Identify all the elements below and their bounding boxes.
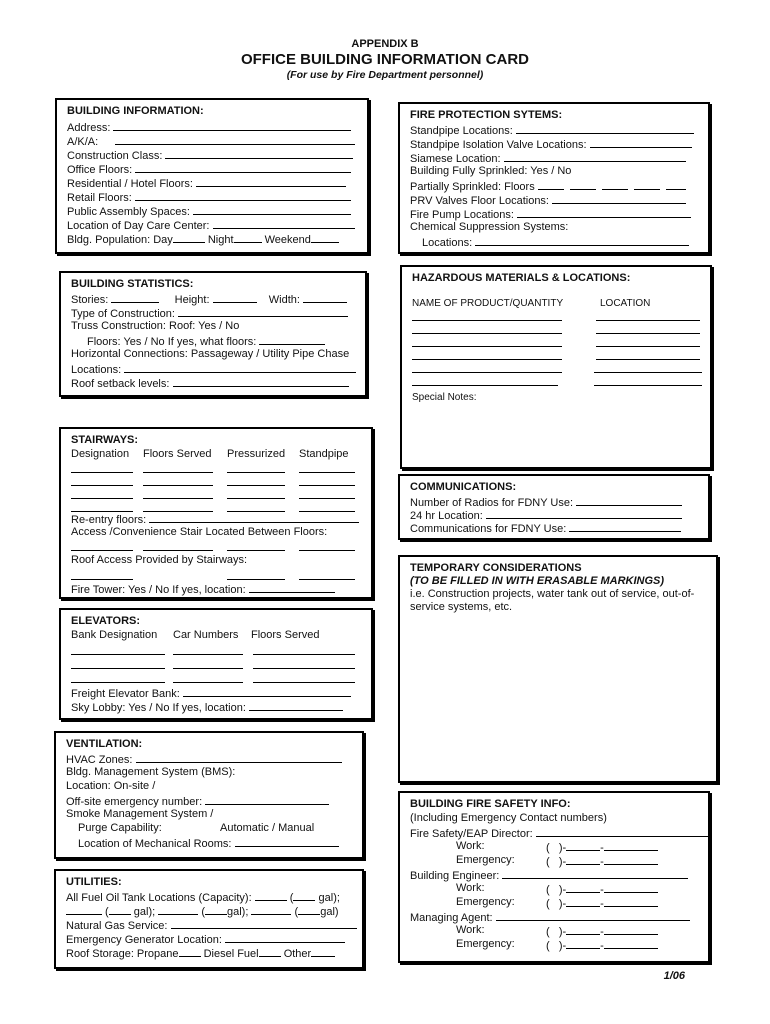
phone-dash: - xyxy=(600,842,604,854)
bms-location: Location: On-site / xyxy=(66,780,156,792)
fuel-field[interactable] xyxy=(158,904,198,915)
elevators-box xyxy=(59,608,373,720)
product-line[interactable] xyxy=(412,346,562,347)
fuel-field[interactable] xyxy=(66,904,102,915)
section-title: ELEVATORS: xyxy=(71,615,141,627)
other-field[interactable] xyxy=(311,946,335,957)
truss-floors-label: Floors: Yes / No If yes, what floors: xyxy=(87,336,257,348)
phone-paren: )- xyxy=(558,926,567,938)
fuel-gal-field[interactable] xyxy=(109,904,131,915)
isolation-label: Standpipe Isolation Valve Locations: xyxy=(410,139,587,151)
section-title: BUILDING FIRE SAFETY INFO: xyxy=(410,798,571,810)
chemical-label: Chemical Suppression Systems: xyxy=(410,221,569,233)
elevator-line[interactable] xyxy=(71,668,165,669)
fire-protection-box xyxy=(398,102,710,254)
stair-line[interactable] xyxy=(227,485,285,486)
bms-label: Bldg. Management System (BMS): xyxy=(66,766,236,778)
locations-field[interactable] xyxy=(124,362,356,373)
ventilation-box xyxy=(54,731,364,859)
work-phone-field[interactable] xyxy=(566,924,600,935)
retail-floors-field[interactable] xyxy=(135,190,351,201)
fuel-gal-field[interactable] xyxy=(293,890,315,901)
construction-class-label: Construction Class: xyxy=(67,150,163,162)
phone-paren: ( xyxy=(546,940,550,952)
offsite-label: Off-site emergency number: xyxy=(66,796,203,808)
work-label: Work: xyxy=(456,882,485,894)
truss-roof-row: Truss Construction: Roof: Yes / No xyxy=(71,320,240,332)
stair-line[interactable] xyxy=(143,511,213,512)
col-pressurized: Pressurized xyxy=(227,448,286,460)
agent-label: Managing Agent: xyxy=(410,912,493,924)
purge-options: Automatic / Manual xyxy=(220,822,315,834)
engineer-label: Building Engineer: xyxy=(410,870,500,882)
fire-safety-box xyxy=(398,791,710,963)
type-construction-label: Type of Construction: xyxy=(71,308,175,320)
emergency-phone-field[interactable] xyxy=(604,938,658,949)
natural-gas-field[interactable] xyxy=(171,918,357,929)
width-field[interactable] xyxy=(303,292,347,303)
siamese-label: Siamese Location: xyxy=(410,153,501,165)
other-label: Other xyxy=(283,948,312,960)
access-line[interactable] xyxy=(227,550,285,551)
section-title: UTILITIES: xyxy=(66,876,122,888)
hazmat-box xyxy=(400,265,712,469)
natural-gas-label: Natural Gas Service: xyxy=(66,920,168,932)
phone-paren: ( xyxy=(546,926,550,938)
location-line[interactable] xyxy=(596,359,700,360)
location-line[interactable] xyxy=(594,372,702,373)
work-phone-field[interactable] xyxy=(566,882,600,893)
hr24-field[interactable] xyxy=(486,508,682,519)
standpipe-field[interactable] xyxy=(516,123,694,134)
mech-rooms-field[interactable] xyxy=(235,836,339,847)
stair-line[interactable] xyxy=(143,485,213,486)
chem-locations-label: Locations: xyxy=(422,237,473,249)
stories-label: Stories: xyxy=(71,294,109,306)
sky-lobby-label: Sky Lobby: Yes / No If yes, location: xyxy=(71,702,246,714)
access-stair-label: Access /Convenience Stair Located Between Floors: xyxy=(71,526,328,538)
section-title: TEMPORARY CONSIDERATIONS xyxy=(410,562,582,574)
communications-box xyxy=(398,474,710,540)
elevator-line[interactable] xyxy=(173,668,243,669)
stair-line[interactable] xyxy=(71,472,133,473)
mech-rooms-label: Location of Mechanical Rooms: xyxy=(78,838,232,850)
population-weekend-field[interactable] xyxy=(311,232,339,243)
generator-field[interactable] xyxy=(225,932,345,943)
propane-field[interactable] xyxy=(179,946,201,957)
col-product: NAME OF PRODUCT/QUANTITY xyxy=(412,298,564,309)
product-line[interactable] xyxy=(412,333,562,334)
gal-unit: gal); xyxy=(133,906,156,918)
roof-access-line[interactable] xyxy=(227,579,285,580)
emergency-phone-field[interactable] xyxy=(566,938,600,949)
gal-unit: gal); xyxy=(227,906,249,918)
stair-line[interactable] xyxy=(143,472,213,473)
public-assembly-field[interactable] xyxy=(193,204,351,215)
comms-label: Communications for FDNY Use: xyxy=(410,523,567,535)
location-line[interactable] xyxy=(596,320,700,321)
population-day-field[interactable] xyxy=(173,232,205,243)
address-label: Address: xyxy=(67,122,111,134)
utilities-box: UTILITIES: All Fuel Oil Tank Locations (Capacity): ( gal); ( gal); ( gal); ( gal) Natural Gas Service: Emergency Generator Location: Roof Storage: Propane Diesel Fuel Other xyxy=(54,869,364,969)
height-label: Height: xyxy=(174,294,210,306)
work-label: Work: xyxy=(456,924,485,936)
product-line[interactable] xyxy=(412,359,562,360)
hr24-label: 24 hr Location: xyxy=(410,510,483,522)
diesel-label: Diesel Fuel xyxy=(203,948,259,960)
phone-paren: ( xyxy=(546,884,550,896)
population-day-label: Bldg. Population: Day xyxy=(67,234,173,246)
location-line[interactable] xyxy=(596,333,700,334)
horizontal-connections-row: Horizontal Connections: Passageway / Utility Pipe Chase xyxy=(71,348,350,360)
phone-dash: - xyxy=(600,856,604,868)
emergency-label: Emergency: xyxy=(456,938,515,950)
public-assembly-label: Public Assembly Spaces: xyxy=(67,206,190,218)
elevator-line[interactable] xyxy=(253,682,355,683)
stairways-box xyxy=(59,427,373,599)
page-title: OFFICE BUILDING INFORMATION CARD xyxy=(240,51,530,68)
temporary-desc: i.e. Construction projects, water tank out of service, out-of- xyxy=(410,588,695,600)
emergency-phone-field[interactable] xyxy=(604,854,658,865)
stair-line[interactable] xyxy=(299,485,355,486)
elevator-line[interactable] xyxy=(173,682,243,683)
type-construction-field[interactable] xyxy=(178,306,348,317)
stair-line[interactable] xyxy=(227,498,285,499)
special-notes-label: Special Notes: xyxy=(412,392,477,403)
page-subtitle: (For use by Fire Department personnel) xyxy=(286,69,484,81)
stair-line[interactable] xyxy=(299,498,355,499)
including-label: (Including Emergency Contact numbers) xyxy=(410,812,607,824)
product-line[interactable] xyxy=(412,385,558,386)
director-label: Fire Safety/EAP Director: xyxy=(410,828,533,840)
height-field[interactable] xyxy=(213,292,257,303)
engineer-field[interactable] xyxy=(502,868,688,879)
stair-line[interactable] xyxy=(227,511,285,512)
elevator-line[interactable] xyxy=(71,682,165,683)
pump-label: Fire Pump Locations: xyxy=(410,209,514,221)
partial-floor-field[interactable] xyxy=(634,179,660,190)
truss-floors-field[interactable] xyxy=(259,334,325,345)
phone-dash: - xyxy=(600,898,604,910)
work-phone-field[interactable] xyxy=(604,882,658,893)
partial-floor-field[interactable] xyxy=(666,179,686,190)
phone-paren: ( xyxy=(546,856,550,868)
phone-paren: )- xyxy=(558,884,567,896)
partial-floor-field[interactable] xyxy=(602,179,628,190)
emergency-phone-field[interactable] xyxy=(604,896,658,907)
partially-label: Partially Sprinkled: Floors xyxy=(410,181,535,193)
partial-floor-field[interactable] xyxy=(538,179,564,190)
reentry-field[interactable] xyxy=(149,512,359,523)
freight-field[interactable] xyxy=(183,686,351,697)
work-phone-field[interactable] xyxy=(604,840,658,851)
generator-label: Emergency Generator Location: xyxy=(66,934,222,946)
fully-sprinkled: Building Fully Sprinkled: Yes / No xyxy=(410,165,572,177)
fuel-field[interactable] xyxy=(255,890,287,901)
prv-label: PRV Valves Floor Locations: xyxy=(410,195,549,207)
roof-access-line[interactable] xyxy=(299,579,355,580)
phone-paren: ( xyxy=(546,842,550,854)
fire-tower-field[interactable] xyxy=(249,582,335,593)
hvac-label: HVAC Zones: xyxy=(66,754,133,766)
purge-label: Purge Capability: xyxy=(78,822,162,834)
siamese-field[interactable] xyxy=(504,151,686,162)
phone-paren: ( xyxy=(546,898,550,910)
fuel-gal-field[interactable] xyxy=(298,904,320,915)
stair-line[interactable] xyxy=(71,485,133,486)
radios-field[interactable] xyxy=(576,495,682,506)
address-field[interactable] xyxy=(113,120,351,131)
radios-label: Number of Radios for FDNY Use: xyxy=(410,497,574,509)
phone-dash: - xyxy=(600,940,604,952)
fuel-field[interactable] xyxy=(251,904,291,915)
stair-line[interactable] xyxy=(71,511,133,512)
product-line[interactable] xyxy=(412,372,562,373)
stair-line[interactable] xyxy=(299,472,355,473)
phone-dash: - xyxy=(600,926,604,938)
section-title: STAIRWAYS: xyxy=(71,434,139,446)
phone-dash: - xyxy=(600,884,604,896)
section-title: BUILDING INFORMATION: xyxy=(67,105,204,117)
col-bank-designation: Bank Designation xyxy=(71,629,158,641)
aka-label: A/K/A: xyxy=(67,136,99,148)
prv-field[interactable] xyxy=(552,193,686,204)
office-floors-label: Office Floors: xyxy=(67,164,133,176)
col-floors-served: Floors Served xyxy=(251,629,320,641)
phone-paren: )- xyxy=(558,856,567,868)
offsite-field[interactable] xyxy=(205,794,329,805)
product-line[interactable] xyxy=(412,320,562,321)
elevator-line[interactable] xyxy=(173,654,243,655)
section-title: COMMUNICATIONS: xyxy=(410,481,517,493)
elevator-line[interactable] xyxy=(71,654,165,655)
elevator-line[interactable] xyxy=(253,654,355,655)
emergency-phone-field[interactable] xyxy=(566,854,600,865)
population-night-field[interactable] xyxy=(234,232,262,243)
construction-class-field[interactable] xyxy=(165,148,353,159)
aka-field[interactable] xyxy=(115,134,355,145)
access-line[interactable] xyxy=(143,550,213,551)
population-weekend-label: Weekend xyxy=(264,234,311,246)
population-night-label: Night xyxy=(207,234,234,246)
locations-label: Locations: xyxy=(71,364,122,376)
emergency-label: Emergency: xyxy=(456,854,515,866)
roof-setback-label: Roof setback levels: xyxy=(71,378,170,390)
phone-paren: )- xyxy=(558,940,567,952)
stair-line[interactable] xyxy=(143,498,213,499)
hvac-field[interactable] xyxy=(136,752,342,763)
emergency-label: Emergency: xyxy=(456,896,515,908)
director-field[interactable] xyxy=(536,826,708,837)
work-label: Work: xyxy=(456,840,485,852)
access-line[interactable] xyxy=(71,550,133,551)
appendix-label: APPENDIX B xyxy=(351,38,419,50)
section-title: VENTILATION: xyxy=(66,738,143,750)
stair-line[interactable] xyxy=(71,498,133,499)
diesel-field[interactable] xyxy=(259,946,281,957)
emergency-phone-field[interactable] xyxy=(566,896,600,907)
fuel-gal-field[interactable] xyxy=(205,904,227,915)
temporary-desc: service systems, etc. xyxy=(410,601,513,613)
col-car-numbers: Car Numbers xyxy=(173,629,239,641)
comms-field[interactable] xyxy=(569,521,681,532)
col-designation: Designation xyxy=(71,448,130,460)
col-floors-served: Floors Served xyxy=(143,448,212,460)
roof-access-label: Roof Access Provided by Stairways: xyxy=(71,554,248,566)
width-label: Width: xyxy=(268,294,300,306)
roof-storage-label: Roof Storage: Propane xyxy=(66,948,179,960)
agent-field[interactable] xyxy=(496,910,690,921)
sky-lobby-field[interactable] xyxy=(249,700,343,711)
access-line[interactable] xyxy=(299,550,355,551)
gal-unit: gal); xyxy=(318,892,340,904)
reentry-label: Re-entry floors: xyxy=(71,514,147,526)
stair-line[interactable] xyxy=(227,472,285,473)
building-information-box xyxy=(55,98,369,254)
partial-floor-field[interactable] xyxy=(570,179,596,190)
work-phone-field[interactable] xyxy=(604,924,658,935)
col-standpipe: Standpipe xyxy=(299,448,349,460)
building-statistics-box xyxy=(59,271,367,397)
isolation-field[interactable] xyxy=(590,137,692,148)
fuel-label: All Fuel Oil Tank Locations (Capacity): xyxy=(66,892,252,904)
phone-paren: )- xyxy=(558,898,567,910)
location-line[interactable] xyxy=(596,346,700,347)
col-location: LOCATION xyxy=(600,298,651,309)
roof-setback-field[interactable] xyxy=(173,376,349,387)
day-care-field[interactable] xyxy=(213,218,355,229)
stories-field[interactable] xyxy=(111,292,159,303)
section-title: HAZARDOUS MATERIALS & LOCATIONS: xyxy=(412,272,631,284)
stair-line[interactable] xyxy=(299,511,355,512)
pump-field[interactable] xyxy=(517,207,691,218)
fire-tower-label: Fire Tower: Yes / No If yes, location: xyxy=(71,584,246,596)
freight-label: Freight Elevator Bank: xyxy=(71,688,180,700)
phone-paren: )- xyxy=(558,842,567,854)
work-phone-field[interactable] xyxy=(566,840,600,851)
office-floors-field[interactable] xyxy=(135,162,351,173)
elevator-line[interactable] xyxy=(253,668,355,669)
location-line[interactable] xyxy=(594,385,702,386)
gal-unit: gal) xyxy=(320,906,339,918)
section-title: FIRE PROTECTION SYTEMS: xyxy=(410,109,563,121)
standpipe-label: Standpipe Locations: xyxy=(410,125,513,137)
residential-floors-field[interactable] xyxy=(196,176,346,187)
temporary-subtitle: (TO BE FILLED IN WITH ERASABLE MARKINGS) xyxy=(410,575,665,587)
residential-floors-label: Residential / Hotel Floors: xyxy=(67,178,193,190)
roof-access-line[interactable] xyxy=(71,579,133,580)
chem-locations-field[interactable] xyxy=(475,235,689,246)
section-title: BUILDING STATISTICS: xyxy=(71,278,194,290)
smoke-label: Smoke Management System / xyxy=(66,808,214,820)
retail-floors-label: Retail Floors: xyxy=(67,192,132,204)
temporary-box xyxy=(398,555,718,783)
page-number: 1/06 xyxy=(663,970,685,982)
day-care-label: Location of Day Care Center: xyxy=(67,220,210,232)
